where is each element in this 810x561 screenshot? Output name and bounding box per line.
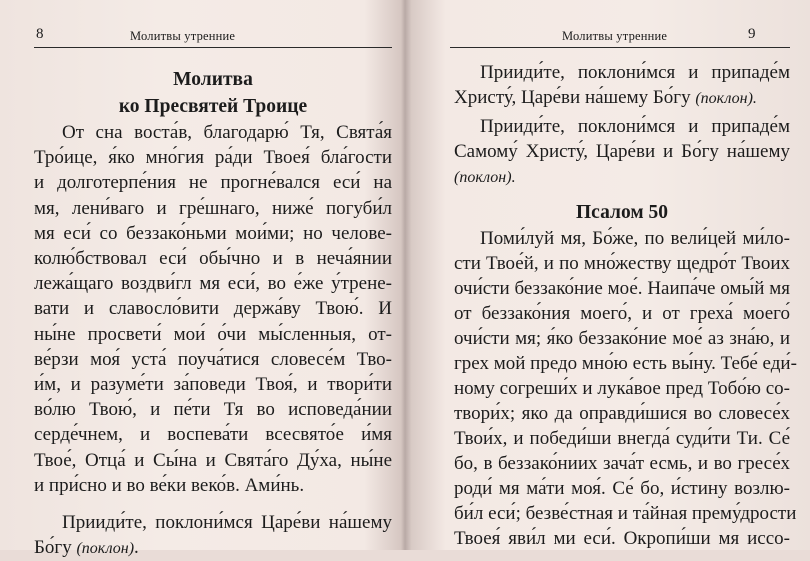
- left-header-rule: [34, 47, 392, 48]
- text-line: Твоея́ яви́л ми еси́. Окропи́ши мя иссо-: [454, 528, 790, 549]
- poklon-note: (поклон).: [695, 90, 757, 107]
- text-line: Тро́ице, я́ко мно́гия ра́ди Твоея́ бла́гости: [34, 147, 392, 169]
- right-running-title: Молитвы утренние: [562, 29, 668, 43]
- text-line: Поми́луй мя, Бо́же, по вели́цей ми́ло-: [480, 228, 790, 249]
- text-line: Прииди́те, поклони́мся Царе́ви на́шему: [62, 512, 392, 533]
- text-line: От сна воста́в, благодарю́ Тя, Свята́я: [62, 122, 392, 143]
- poklon-note: (поклон): [76, 540, 135, 558]
- text-line: сти Твое́й, и по мно́жеству щедро́т Твоих: [454, 253, 790, 274]
- text-line: лежа́щаго воздви́гл мя еси́, во е́же у́трене-: [34, 273, 392, 295]
- text-line: серде́чнем, и воспева́ти всесвято́е и́мя: [34, 424, 392, 446]
- text-line: грех мой предо мно́ю есть вы́ну. Тебе́ еди́-: [454, 353, 797, 374]
- text-line: Прииди́те, поклони́мся и припаде́м: [480, 116, 790, 137]
- text-line: [454, 85, 790, 111]
- text-line: Твои́х, и победи́ши внегда́ суди́ти Ти. Се́: [454, 428, 790, 449]
- prayer-heading-line: ко Пресвятей Троице: [118, 96, 308, 117]
- text-line: би́л еси́; безве́стная и та́йная прему́дрости: [454, 503, 797, 524]
- prayer-heading: [34, 66, 392, 120]
- text-line: и при́сно и во ве́ки веко́в. Ами́нь.: [34, 474, 305, 496]
- text-line: от беззако́ния моего́, и от греха́ моего́: [454, 303, 790, 324]
- text-line: и долготерпе́ния не прогне́вался еси́ на: [34, 172, 392, 194]
- left-page-number: 8: [36, 26, 44, 42]
- text-line: и́м, и разуме́ти за́поведи Твоя́, и твори́ти: [34, 374, 392, 395]
- text-line: твори́х; яко да оправди́шися во словесе́х: [454, 403, 790, 424]
- text-line: ве́рзи моя́ уста́ поуча́тися словесе́м Тво-: [34, 348, 392, 370]
- text-line: Твое́, Отца́ и Сы́на и Свята́го Ду́ха, ны́не: [34, 449, 392, 471]
- prayer-heading-line: Молитва: [173, 69, 253, 90]
- left-page: [0, 0, 395, 559]
- text-span: Бо́гу: [34, 537, 77, 559]
- text-line: Прииди́те, поклони́мся и припаде́м: [480, 62, 790, 83]
- text-line: колю́бствовал еси́ обы́чно и в неча́янии: [34, 248, 392, 269]
- text-line: вати и славосло́вити держа́ву Твою́. И: [34, 298, 392, 320]
- right-page-number: 9: [748, 26, 756, 42]
- right-header-rule: [450, 47, 790, 48]
- text-line: очи́сти беззако́ние мое́. Наипа́че омы́й мя: [454, 278, 790, 299]
- text-span: .: [134, 537, 139, 559]
- text-line: Самому́ Христу́, Царе́ви и Бо́гу на́шему: [454, 141, 790, 162]
- text-line: мя, лени́ваго и гре́шнаго, ниже́ погуби́л: [34, 197, 392, 219]
- text-line: роди́ мя ма́ти моя́. Се́ бо, и́стину возлю-: [454, 478, 790, 499]
- text-line: бо, в беззако́ниих зача́т есмь, и во гресе́х: [454, 453, 790, 474]
- text-line: во́лю Твою́, и пе́ти Тя во исповеда́нии: [34, 399, 392, 421]
- poklon-note: (поклон).: [454, 169, 516, 186]
- text-span: Христу́, Царе́ви на́шему Бо́гу: [454, 87, 691, 108]
- text-line: ны́не просвети́ мои́ о́чи мы́сленныя, от-: [34, 323, 392, 345]
- psalm-heading: Псалом 50: [576, 202, 668, 223]
- text-line: ному согреши́х и лука́вое пред Тобо́ю со-: [454, 378, 790, 399]
- right-page: [410, 0, 810, 550]
- text-line: очи́сти мя; я́ко беззако́ние мое́ аз зна́ю, и: [454, 328, 790, 349]
- text-line: [454, 164, 790, 190]
- left-running-title: Молитвы утренние: [130, 29, 236, 43]
- text-line: мя еси́ со беззако́ньми мои́ми; но челове-: [34, 222, 392, 244]
- text-line: [34, 535, 392, 561]
